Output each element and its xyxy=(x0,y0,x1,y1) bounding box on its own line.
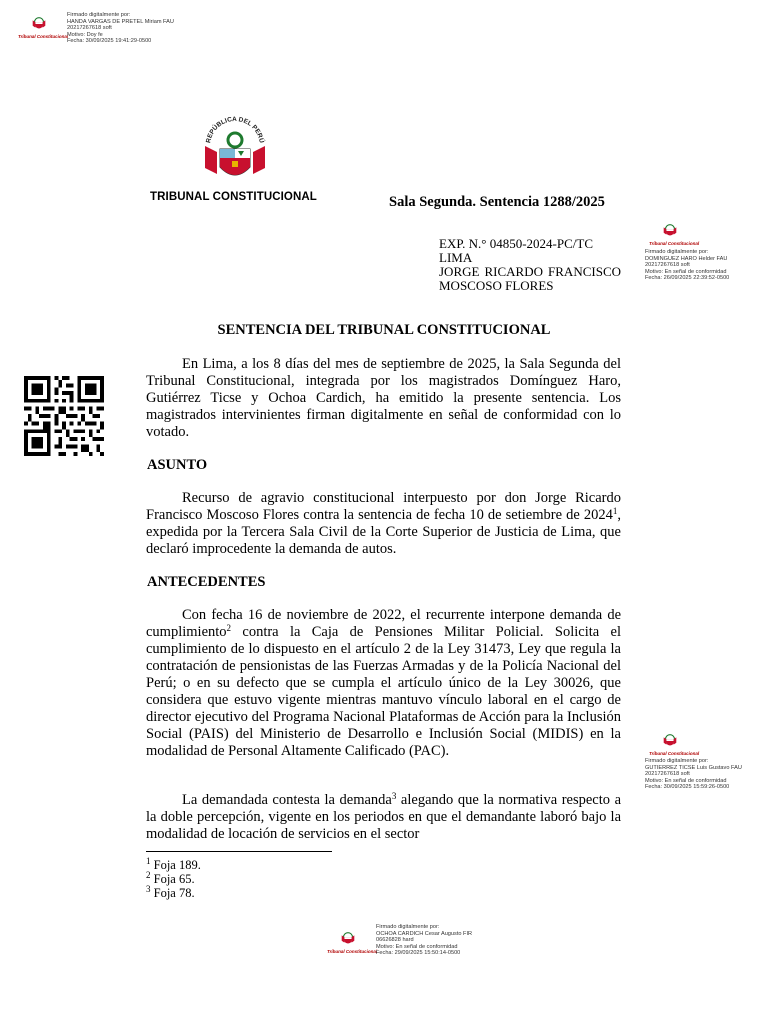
signature-block: Firmado digitalmente por: DOMINGUEZ HARO Helder FAU 20217267618 soft Motivo: En señal de conformidad Fecha: 26/09/2025 22:39:52-0500 xyxy=(645,249,730,281)
coat-of-arms-icon xyxy=(30,15,48,33)
footnote-ref[interactable]: 1 xyxy=(612,506,618,516)
signature-stamp-logo xyxy=(649,222,700,247)
case-party: JORGE RICARDO FRANCISCO xyxy=(439,264,621,279)
antecedentes-paragraph: Con fecha 16 de noviembre de 2022, el recurrente interpone demanda de cumplimiento$^2$ contra la Caja de Pensiones Militar Policial. Solicita el cumplimiento de lo dispuesto en el artículo 2 de la Ley 31473, Ley que regula la contratación de pensionistas de las Fuerzas Armadas y de la Policía Nacional del Perú; o en su defecto que se cumpla el artículo único de la Ley 30026, que considera que estuvo vigente mientras mantuvo vínculo laboral en el cargo de director ejecutivo del Programa Nacional Plataformas de Acción para la Inclusión Social (PAIS) del Ministerio de Desarrollo e Inclusión Social (MIDIS) en la modalidad de Personal Altamente Calificado (PAC). xyxy=(146,607,621,759)
case-place: LIMA xyxy=(439,250,473,265)
footnote-ref[interactable]: 3 xyxy=(391,791,397,801)
footnote: $^2$ Foja 65. xyxy=(146,870,195,886)
coat-of-arms-icon xyxy=(339,930,357,948)
section-heading-asunto: ASUNTO xyxy=(147,457,208,473)
antecedentes-paragraph: La demandada contesta la demanda$^3$ alegando que la normativa respecto a la doble percepción, vigente en los periodos en que el demandante laboró bajo la modalidad de locación de servicios en el sector xyxy=(146,791,622,842)
signature-logo-caption: Tribunal Constitucional xyxy=(18,34,69,39)
case-number: EXP. N.° 04850-2024-PC/TC xyxy=(439,236,593,251)
signature-block: Firmado digitalmente por: HANDA VARGAS DE PRETEL Miriam FAU 20217267618 soft Motivo: Doy fe Fecha: 30/09/2025 19:41:29-0500 xyxy=(67,12,174,44)
asunto-paragraph: Recurso de agravio constitucional interpuesto por don Jorge Ricardo Francisco Moscoso Flores contra la sentencia de fecha 10 de setiembre de 2024$^1$, expedida por la Tercera Sala Civil de la Corte Superior de Justicia de Lima, que declaró improcedente la demanda de autos. xyxy=(146,490,621,557)
signature-block: Firmado digitalmente por: GUTIERREZ TICSE Luis Gustavo FAU 20217267618 soft Motivo: En señal de conformidad Fecha: 30/09/2025 15:59:26-0500 xyxy=(645,758,742,790)
footnote: $^1$ Foja 189. xyxy=(146,856,201,872)
signature-logo-caption: Tribunal Constitucional xyxy=(649,241,700,246)
intro-paragraph: En Lima, a los 8 días del mes de septiembre de 2025, la Sala Segunda del Tribunal Constitucional, integrada por los magistrados Domínguez Haro, Gutiérrez Ticse y Ochoa Cardich, ha emitido la presente sentencia. Los magistrados intervinientes firman digitalmente en señal de conformidad con lo votado. xyxy=(146,356,621,440)
signature-logo-caption: Tribunal Constitucional xyxy=(649,751,700,756)
qr-code-icon xyxy=(22,376,106,456)
case-party: MOSCOSO FLORES xyxy=(439,278,554,293)
footnotes xyxy=(146,858,201,900)
footnote: $^3$ Foja 78. xyxy=(146,884,195,900)
signature-stamp-logo xyxy=(18,15,69,40)
signature-stamp-logo xyxy=(327,930,378,955)
footnote-divider xyxy=(146,851,332,852)
footnote-ref[interactable]: 2 xyxy=(226,623,232,633)
coat-of-arms-icon xyxy=(661,222,679,240)
coat-of-arms-icon xyxy=(200,116,270,188)
signature-logo-caption: Tribunal Constitucional xyxy=(327,949,378,954)
section-heading-antecedentes: ANTECEDENTES xyxy=(147,574,266,590)
institution-name: TRIBUNAL CONSTITUCIONAL xyxy=(150,191,317,203)
page-title: SENTENCIA DEL TRIBUNAL CONSTITUCIONAL xyxy=(217,322,551,338)
sentence-number: Sala Segunda. Sentencia 1288/2025 xyxy=(389,194,605,210)
svg-text:REPÚBLICA DEL PERÚ: REPÚBLICA DEL PERÚ xyxy=(205,116,265,144)
case-info xyxy=(439,237,621,293)
coat-of-arms-icon xyxy=(661,732,679,750)
signature-stamp-logo xyxy=(649,732,700,757)
signature-block: Firmado digitalmente por: OCHOA CARDICH Cesar Augusto FIR 06626828 hard Motivo: En señal de conformidad Fecha: 29/09/2025 15:50:14-0500 xyxy=(376,924,473,956)
